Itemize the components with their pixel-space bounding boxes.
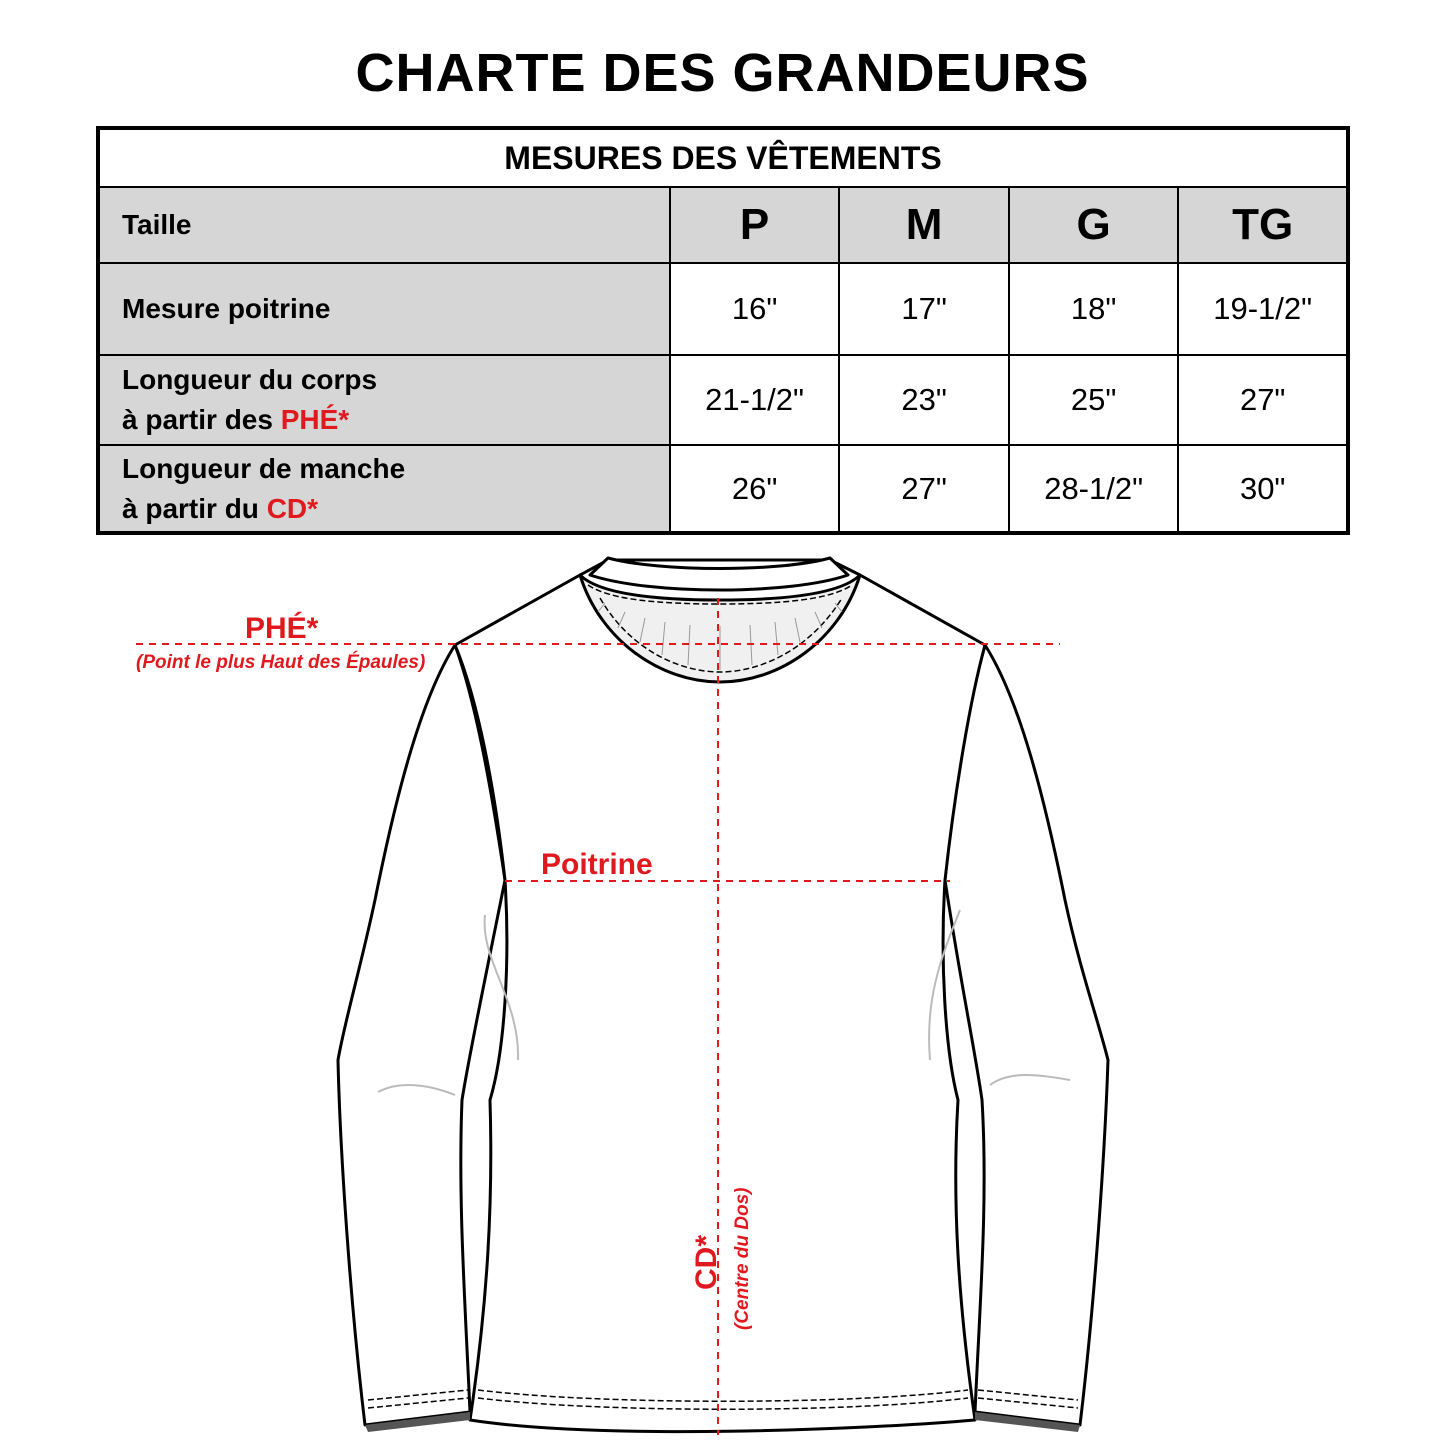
value-cell: 16" (670, 263, 840, 355)
row-label-line2 (122, 400, 669, 440)
phe-label: PHÉ* (245, 612, 319, 645)
value-cell: 27" (839, 445, 1009, 533)
value-cell: 18" (1009, 263, 1179, 355)
table-row (98, 355, 1348, 445)
cd-ref: CD* (266, 492, 319, 524)
cd-label: CD* (690, 1234, 723, 1290)
row-label-line1: Longueur du corps (122, 364, 378, 395)
row-label-line2 (122, 489, 669, 529)
shirt-outline (338, 558, 1108, 1432)
table-row (98, 445, 1348, 533)
row-label-prefix: à partir du (122, 492, 267, 524)
size-p: P (670, 187, 840, 263)
value-cell: 17" (839, 263, 1009, 355)
row-label-line1: Longueur de manche (122, 452, 406, 484)
size-label: Taille (98, 187, 670, 263)
size-row (98, 187, 1348, 263)
size-tg: TG (1178, 187, 1348, 263)
size-g: G (1009, 187, 1179, 263)
phe-ref: PHÉ* (280, 404, 350, 435)
value-cell: 28-1/2" (1009, 445, 1179, 533)
phe-description: (Point le plus Haut des Épaules) (136, 652, 426, 673)
size-m: M (839, 187, 1009, 263)
value-cell: 19-1/2" (1178, 263, 1348, 355)
table-header: MESURES DES VÊTEMENTS (98, 128, 1348, 187)
row-label-prefix: à partir des (122, 404, 281, 435)
cd-description: (Centre du Dos) (732, 1187, 753, 1330)
chest-label: Poitrine (541, 848, 653, 881)
value-cell: 21-1/2" (670, 355, 840, 445)
value-cell: 26" (670, 445, 840, 533)
page-title: CHARTE DES GRANDEURS (355, 43, 1090, 103)
shirt-diagram (0, 540, 1445, 1445)
row-label-body-length (98, 355, 670, 445)
row-label-chest: Mesure poitrine (98, 263, 670, 355)
value-cell: 30" (1178, 445, 1348, 533)
table-row (98, 263, 1348, 355)
value-cell: 25" (1009, 355, 1179, 445)
value-cell: 23" (839, 355, 1009, 445)
value-cell: 27" (1178, 355, 1348, 445)
size-chart-table (96, 126, 1350, 535)
row-label-sleeve-length (98, 445, 670, 533)
table-header-row (98, 128, 1348, 187)
